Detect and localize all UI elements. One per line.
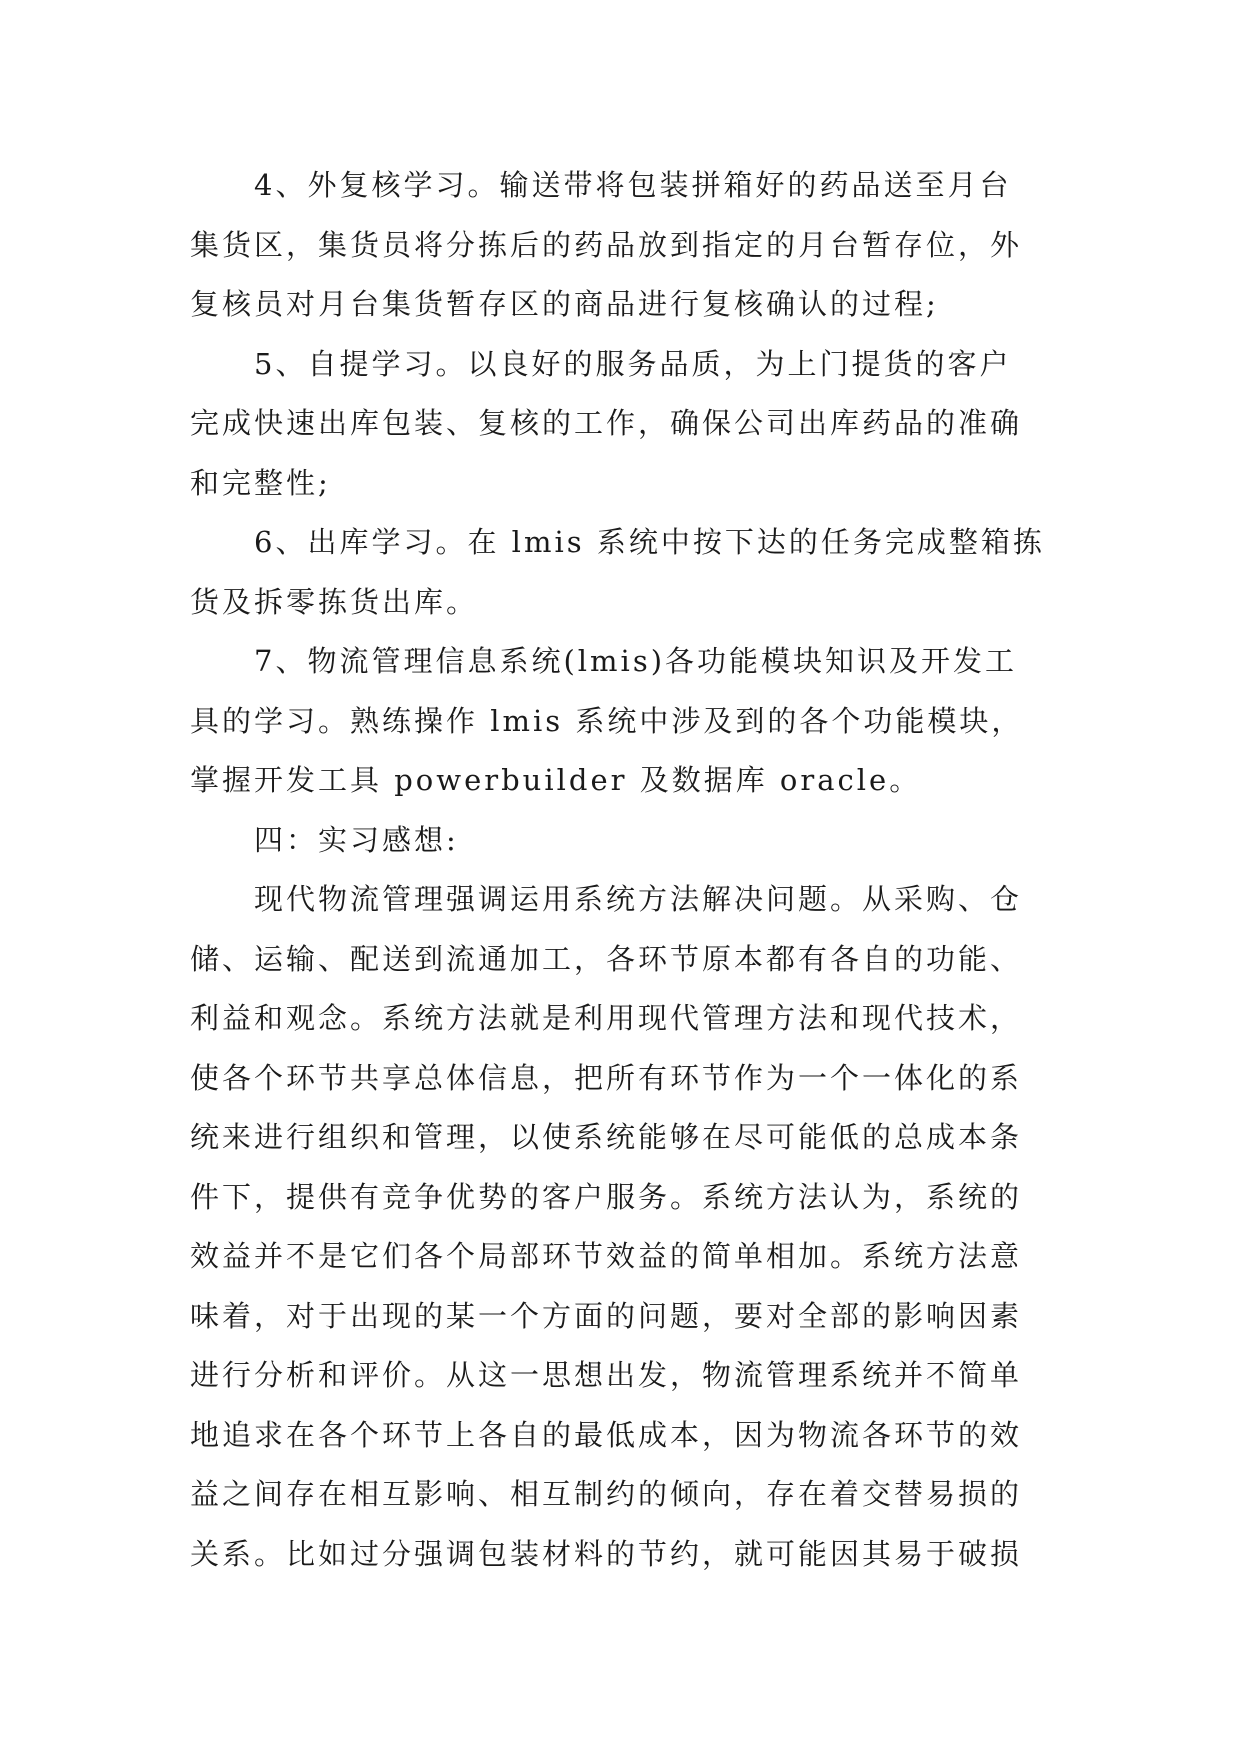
text-line: 6、出库学习。在 lmis 系统中按下达的任务完成整箱拣	[254, 525, 1045, 559]
text-line: 现代物流管理强调运用系统方法解决问题。从采购、仓	[254, 882, 1023, 916]
text-line: 进行分析和评价。从这一思想出发，物流管理系统并不简单	[190, 1358, 1023, 1392]
text-line: 地追求在各个环节上各自的最低成本，因为物流各环节的效	[190, 1417, 1023, 1452]
text-line: 4、外复核学习。输送带将包装拼箱好的药品送至月台	[254, 168, 1012, 202]
text-line: 统来进行组织和管理，以使系统能够在尽可能低的总成本条	[190, 1120, 1023, 1154]
text-line: 和完整性;	[190, 465, 331, 500]
text-line: 关系。比如过分强调包装材料的节约，就可能因其易于破损	[190, 1536, 1023, 1571]
text-line: 储、运输、配送到流通加工，各环节原本都有各自的功能、	[190, 941, 1023, 976]
text-line: 味着，对于出现的某一个方面的问题，要对全部的影响因素	[190, 1298, 1023, 1333]
text-line: 复核员对月台集货暂存区的商品进行复核确认的过程;	[190, 287, 939, 321]
text-line: 7、物流管理信息系统(lmis)各功能模块知识及开发工	[254, 644, 1018, 678]
document-body	[190, 156, 1050, 1584]
text-line: 完成快速出库包装、复核的工作，确保公司出库药品的准确	[190, 406, 1023, 440]
text-line: 四：实习感想:	[254, 822, 459, 857]
text-line: 集货区，集货员将分拣后的药品放到指定的月台暂存位，外	[190, 227, 1023, 262]
text-line: 使各个环节共享总体信息，把所有环节作为一个一体化的系	[190, 1060, 1023, 1095]
text-line: 益之间存在相互影响、相互制约的倾向，存在着交替易损的	[190, 1477, 1023, 1511]
text-line: 利益和观念。系统方法就是利用现代管理方法和现代技术，	[190, 1001, 1023, 1035]
text-line: 货及拆零拣货出库。	[190, 584, 479, 619]
text-line: 掌握开发工具 powerbuilder 及数据库 oracle。	[190, 763, 922, 797]
text-line: 件下，提供有竞争优势的客户服务。系统方法认为，系统的	[190, 1179, 1023, 1214]
text-line: 5、自提学习。以良好的服务品质，为上门提货的客户	[254, 346, 1012, 381]
text-line: 具的学习。熟练操作 lmis 系统中涉及到的各个功能模块，	[190, 703, 1024, 738]
text-line: 效益并不是它们各个局部环节效益的简单相加。系统方法意	[190, 1239, 1023, 1273]
